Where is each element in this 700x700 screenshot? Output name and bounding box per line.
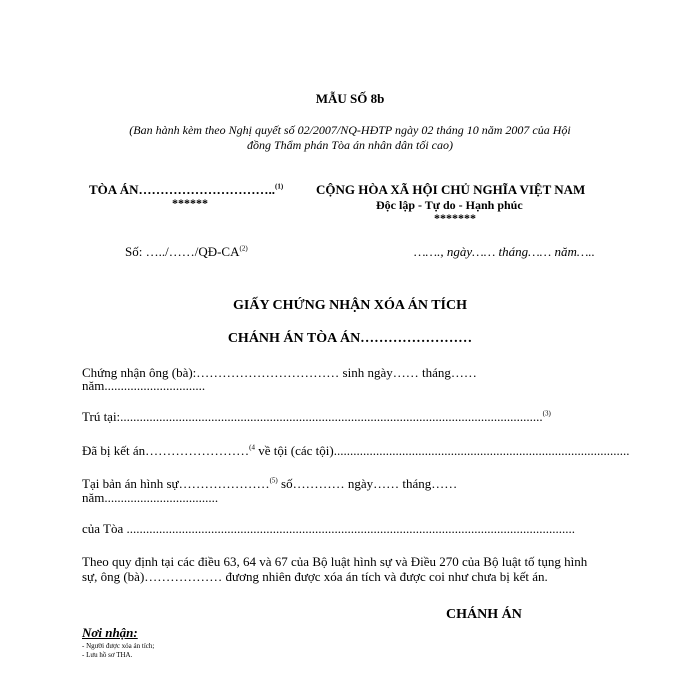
- judgment-line-2: năm...................................: [82, 490, 219, 505]
- signature-title: CHÁNH ÁN: [446, 607, 522, 622]
- footnote-3: (3): [542, 409, 551, 418]
- subtitle-line-1: (Ban hành kèm theo Nghị quyết số 02/2007/NQ-HĐTP ngày 02 tháng 10 năm 2007 của Hội: [129, 123, 571, 137]
- footnote-2: (2): [239, 244, 248, 253]
- law-line-1: Theo quy định tại các điều 63, 64 và 67 của Bộ luật hình sự và Điều 270 của Bộ luật tố tụng hình: [82, 554, 588, 569]
- court-name: TÒA ÁN…………………………..: [89, 182, 275, 197]
- subtitle-line-2: đồng Thẩm phán Tòa án nhân dân tối cao): [246, 138, 453, 152]
- nation-motto: Độc lập - Tự do - Hạnh phúc: [376, 198, 523, 212]
- decision-number: [125, 244, 248, 260]
- form-code: MẪU SỐ 8b: [315, 91, 385, 106]
- law-line-2: sự, ông (bà)……………… đương nhiên được xóa án tích và được coi như chưa bị kết án.: [82, 569, 548, 584]
- nation-title: CỘNG HÒA XÃ HỘI CHỦ NGHĨA VIỆT NAM: [316, 182, 586, 197]
- court-of-line: của Tòa ..........................................................................................................................................: [82, 521, 576, 536]
- judgment-text-b: số………… ngày…… tháng……: [277, 476, 458, 491]
- certify-line-1: Chứng nhận ông (bà):…………………………… sinh ngày…… tháng……: [82, 365, 477, 380]
- decision-number-text: Số: …../……/QĐ-CA: [125, 244, 240, 259]
- residence-line: [82, 409, 551, 425]
- convicted-text-b: về tội (các tội)...........................................................................................: [255, 443, 630, 458]
- judgment-text-a: Tại bản án hình sự…………………: [82, 476, 270, 491]
- certify-line-2: năm...............................: [82, 378, 206, 393]
- place-date: ……., ngày…… tháng…… năm…..: [414, 244, 595, 259]
- chief-line: CHÁNH ÁN TÒA ÁN……………………: [227, 331, 473, 346]
- footnote-5: (5): [269, 476, 278, 485]
- recipient-item: - Lưu hồ sơ THA.: [82, 651, 133, 659]
- document-title: GIẤY CHỨNG NHẬN XÓA ÁN TÍCH: [233, 298, 467, 313]
- nation-stars: *******: [434, 211, 476, 225]
- convicted-text-a: Đã bị kết án……………………: [82, 443, 250, 458]
- recipient-item: - Người được xóa án tích;: [82, 642, 155, 650]
- residence-text: Trú tại:..................................................................................................................................: [82, 409, 543, 424]
- footnote-1: (1): [274, 182, 284, 191]
- footnote-4: (4: [249, 443, 256, 452]
- convicted-line: [82, 443, 629, 459]
- recipients-title: Nơi nhận:: [82, 625, 138, 640]
- court-stars: ******: [172, 196, 208, 210]
